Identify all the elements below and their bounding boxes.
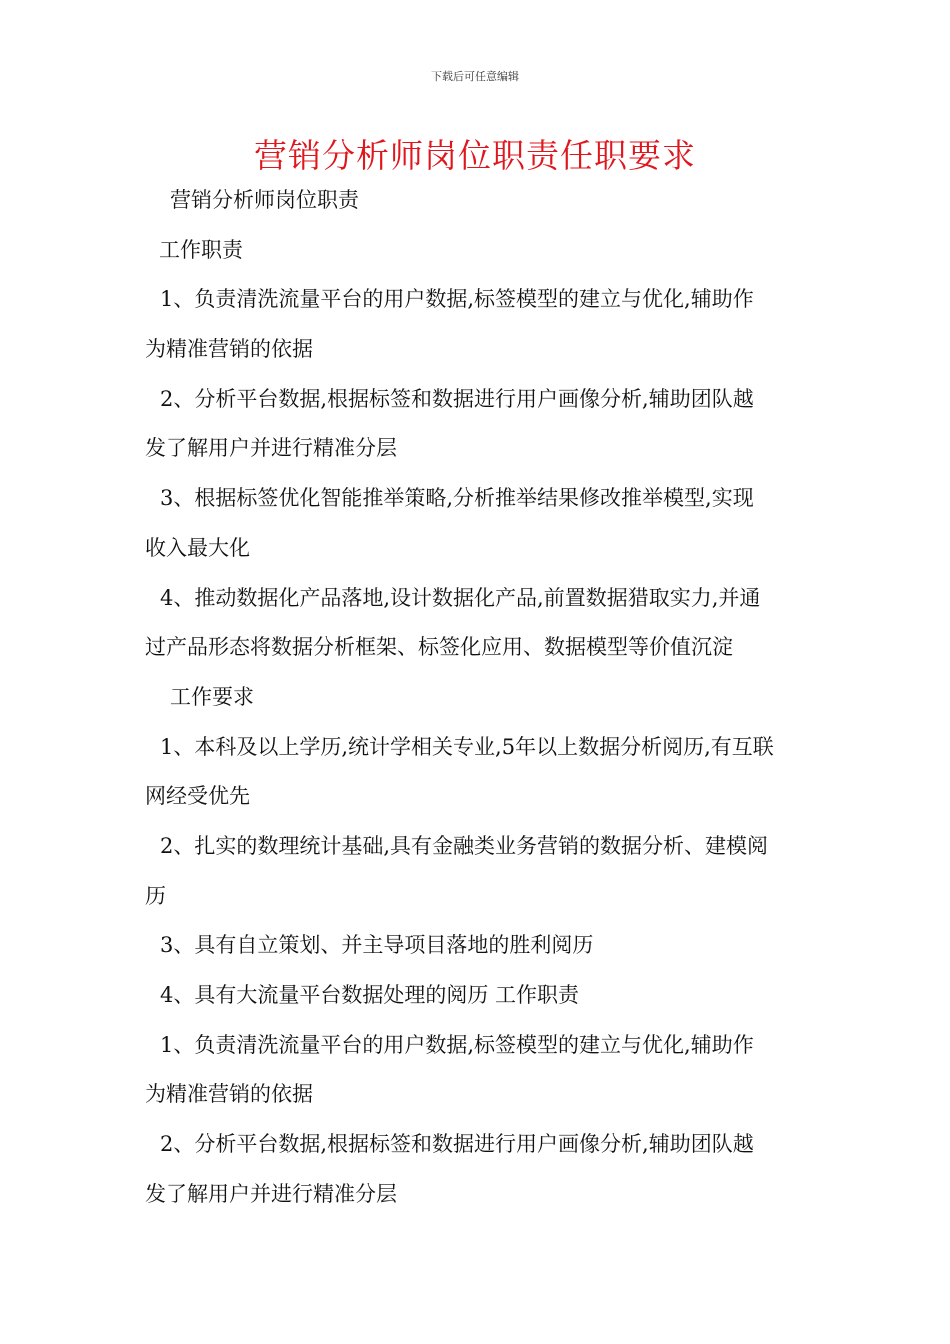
document-body bbox=[145, 182, 815, 1225]
text-line: 过产品形态将数据分析框架、标签化应用、数据模型等价值沉淀 bbox=[145, 635, 733, 660]
document-title: 营销分析师岗位职责任职要求 bbox=[254, 136, 696, 175]
text-line: 工作职责 bbox=[159, 237, 243, 262]
text-line: 3、具有自立策划、并主导项目落地的胜利阅历 bbox=[160, 933, 594, 958]
text-line: 2、分析平台数据,根据标签和数据进行用户画像分析,辅助团队越 bbox=[160, 386, 754, 411]
text-line: 网经受优先 bbox=[145, 784, 250, 809]
text-line: 3、根据标签优化智能推举策略,分析推举结果修改推举模型,实现 bbox=[160, 486, 754, 511]
header-note: 下载后可任意编辑 bbox=[431, 70, 519, 83]
text-line: 历 bbox=[145, 883, 166, 908]
text-line: 1、本科及以上学历,统计学相关专业,5年以上数据分析阅历,有互联 bbox=[160, 734, 774, 759]
text-line: 1、负责清洗流量平台的用户数据,标签模型的建立与优化,辅助作 bbox=[160, 1032, 754, 1057]
text-line: 收入最大化 bbox=[145, 535, 250, 560]
text-line: 2、分析平台数据,根据标签和数据进行用户画像分析,辅助团队越 bbox=[160, 1132, 754, 1157]
text-line: 营销分析师岗位职责 bbox=[170, 188, 359, 212]
text-line: 2、扎实的数理统计基础,具有金融类业务营销的数据分析、建模阅 bbox=[160, 833, 769, 858]
text-line: 发了解用户并进行精准分层 bbox=[145, 436, 397, 461]
text-line: 发了解用户并进行精准分层 bbox=[145, 1181, 397, 1206]
text-line: 为精准营销的依据 bbox=[145, 337, 313, 362]
text-line: 为精准营销的依据 bbox=[145, 1082, 313, 1107]
text-line: 1、负责清洗流量平台的用户数据,标签模型的建立与优化,辅助作 bbox=[160, 287, 754, 312]
text-line: 4、具有大流量平台数据处理的阅历 工作职责 bbox=[160, 983, 580, 1007]
text-line: 4、推动数据化产品落地,设计数据化产品,前置数据猎取实力,并通 bbox=[160, 585, 761, 610]
text-line: 工作要求 bbox=[170, 684, 254, 709]
